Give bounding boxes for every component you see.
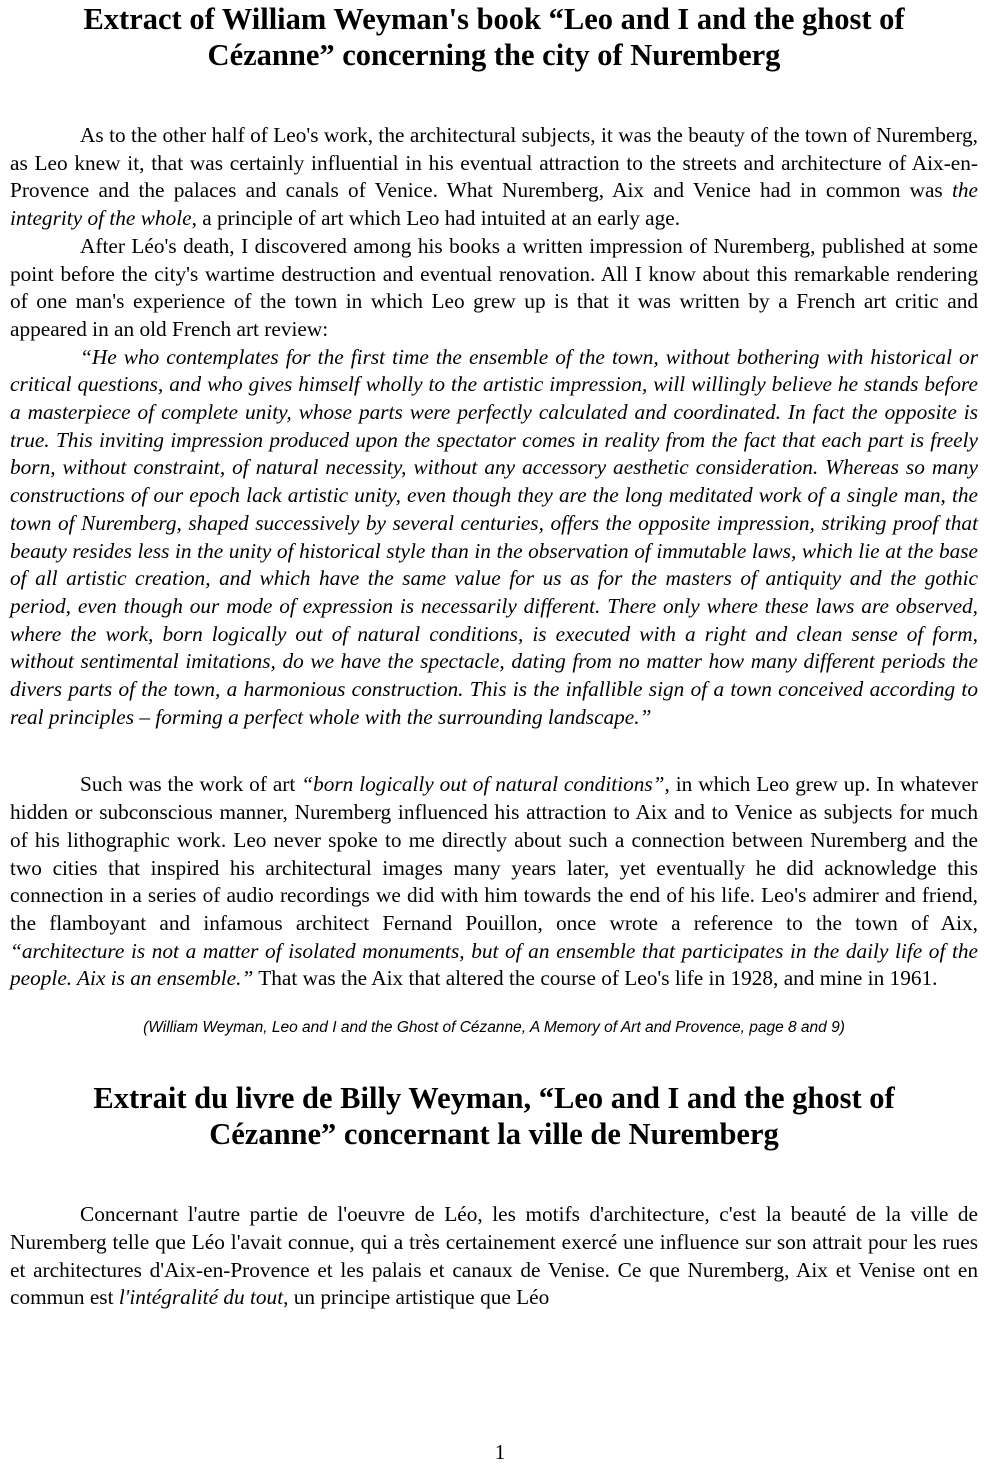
french-paragraph-1-text-a: Concernant l'autre partie de l'oeuvre de Léo, les motifs d'architecture, c'est la beauté de la ville de Nuremberg telle que Léo l'avait connue, qui a très certainement exercé une influence sur son attrait pour les rues et architectures d'Aix-en-Provence et les palais et canaux de Venise. Ce que Nuremberg, Aix et Venise ont en commun est [10,1202,978,1310]
french-title-line-2: Cézanne” concernant la ville de Nuremberg [209,1117,779,1152]
english-title [10,1,978,73]
english-paragraph-1-text-a: As to the other half of Leo's work, the architectural subjects, it was the beauty of the town of Nuremberg, as Leo knew it, that was certainly influential in his eventual attraction to the streets and architecture of Aix-en-Provence and the palaces and canals of Venice. What Nuremberg, Aix and Venice had in common was [10,123,978,203]
french-title-line-1: Extrait du livre de Billy Weyman, “Leo and I and the ghost of [93,1081,895,1116]
english-paragraph-1-emphasis: the integrity of the whole [10,178,978,231]
nuremberg-quotation: “He who contemplates for the first time the ensemble of the town, without bothering with historical or critical questions, and who gives himself wholly to the artistic impression, will willingly believe he stands before a masterpiece of complete unity, whose parts were perfectly calculated and coordinated. In fact the opposite is true. This inviting impression produced upon the spectator comes in reality from the fact that each part is freely born, without constraint, of natural necessity, without any accessory aesthetic consideration. Whereas so many constructions of our epoch lack artistic unity, even though they are the long meditated work of a single man, the town of Nuremberg, shaped successively by several centuries, offers the opposite impression, striking proof that beauty resides less in the unity of historical style than in the observation of immutable laws, which lie at the base of all artistic creation, and which have the same value for us as for the masters of antiquity and the gothic period, even though our mode of expression is necessarily different. There only where these laws are observed, where the work, born logically out of natural conditions, is executed with a right and clean sense of form, without sentimental imitations, do we have the spectacle, dating from no matter how many different periods the divers parts of the town, a harmonious construction. This is the infallible sign of a town conceived according to real principles – forming a perfect whole with the surrounding landscape.” [10,344,978,729]
english-paragraph-3-emphasis-1: “born logically out of natural conditions” [301,772,665,797]
english-title-line-1: Extract of William Weyman's book “Leo and I and the ghost of [83,2,905,36]
english-paragraph-3-text-a: Such was the work of art [80,772,302,797]
french-title [10,1080,978,1152]
english-paragraph-3-text-c: That was the Aix that altered the course of Leo's life in 1928, and mine in 1961. [253,966,938,991]
page-number: 1 [494,1440,506,1464]
english-title-line-2: Cézanne” concerning the city of Nuremberg [207,38,781,72]
french-paragraph-1-emphasis: l'intégralité du tout [118,1285,284,1310]
english-paragraph-2: After Léo's death, I discovered among his books a written impression of Nuremberg, published at some point before the city's wartime destruction and eventual renovation. All I know about this remarkable rendering of one man's experience of the town in which Leo grew up is that it was written by a French art critic and appeared in an old French art review: [10,233,978,341]
english-paragraph-1 [10,122,978,233]
english-paragraph-3 [10,771,978,993]
english-paragraph-3-text-b: , in which Leo grew up. In whatever hidden or subconscious manner, Nuremberg influenced his attraction to Aix and to Venice as subjects for much of his lithographic work. Leo never spoke to me directly about such a connection between Nuremberg and the two cities that inspired his architectural images many years later, yet eventually he did acknowledge this connection in a series of audio recordings we did with him towards the end of his life. Leo's admirer and friend, the flamboyant and infamous architect Fernand Pouillon, once wrote a reference to the town of Aix, [10,772,978,935]
french-paragraph-1 [10,1201,978,1312]
source-citation: (William Weyman, Leo and I and the Ghost of Cézanne, A Memory of Art and Provence, page 8 and 9) [143,1019,845,1037]
document-page [10,0,978,1312]
english-paragraph-3-emphasis-2: “architecture is not a matter of isolated monuments, but of an ensemble that participates in the daily life of the people. Aix is an ensemble.” [10,938,978,991]
english-paragraph-1-text-b: , a principle of art which Leo had intuited at an early age. [191,206,681,231]
french-paragraph-1-text-b: , un principe artistique que Léo [283,1285,550,1310]
